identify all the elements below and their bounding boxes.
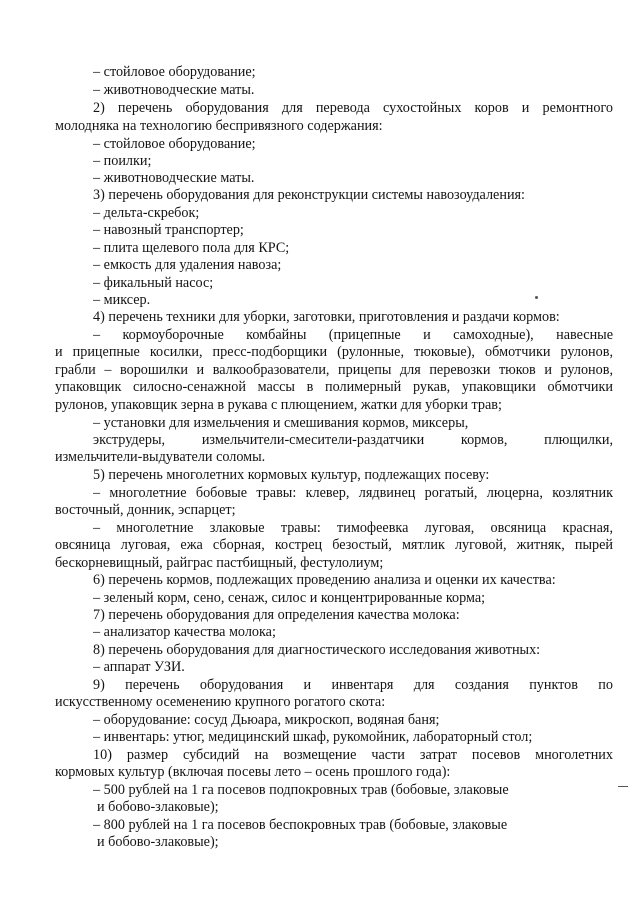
text-line: – 500 рублей на 1 га посевов подпокровных трав (бобовые, злаковые: [93, 782, 509, 798]
text-line: – плита щелевого пола для КРС;: [93, 240, 290, 256]
text-line: и бобово-злаковые);: [97, 799, 219, 815]
text-line: бескорневищный, райграс пастбищный, фестулолиум;: [55, 555, 384, 571]
text-line: – анализатор качества молока;: [93, 624, 276, 640]
text-line: – фикальный насос;: [93, 275, 214, 291]
text-line: 6) перечень кормов, подлежащих проведению анализа и оценки их качества:: [93, 572, 556, 588]
text-line: 7) перечень оборудования для определения качества молока:: [93, 607, 460, 623]
text-line: 9) перечень оборудования и инвентаря для создания пунктов по: [93, 677, 613, 693]
text-line: искусственному осеменению крупного рогатого скота:: [55, 694, 386, 710]
text-line: – емкость для удаления навоза;: [93, 257, 282, 273]
text-line: – 800 рублей на 1 га посевов беспокровных трав (бобовые, злаковые: [93, 817, 508, 833]
text-line: 2) перечень оборудования для перевода сухостойных коров и ремонтного: [93, 100, 613, 116]
text-line: – кормоуборочные комбайны (прицепные и самоходные), навесные: [93, 327, 613, 343]
text-line: овсяница луговая, ежа сборная, кострец безостый, мятлик луговой, житняк, пырей: [55, 537, 613, 553]
text-line: – миксер.: [93, 292, 151, 308]
text-line: – зеленый корм, сено, сенаж, силос и концентрированные корма;: [93, 590, 486, 606]
text-line: измельчители-выдуватели соломы.: [55, 449, 266, 465]
text-line: и бобово-злаковые);: [97, 834, 219, 850]
text-line: – дельта-скребок;: [93, 205, 200, 221]
text-line: 4) перечень техники для уборки, заготовки, приготовления и раздачи кормов:: [93, 309, 560, 325]
text-line: – инвентарь: утюг, медицинский шкаф, рукомойник, лабораторный стол;: [93, 729, 533, 745]
text-line: молодняка на технологию беспривязного содержания:: [55, 118, 383, 134]
scan-mark: [618, 786, 628, 787]
text-line: 3) перечень оборудования для реконструкции системы навозоудаления:: [93, 187, 526, 203]
text-line: – навозный транспортер;: [93, 222, 244, 238]
text-line: – установки для измельчения и смешивания кормов, миксеры,: [93, 415, 469, 431]
text-line: – многолетние бобовые травы: клевер, лядвинец рогатый, люцерна, козлятник: [93, 485, 613, 501]
text-line: рулонов, упаковщик зерна в рукава с плющением, жатки для уборки трав;: [55, 397, 502, 413]
text-line: – оборудование: сосуд Дьюара, микроскоп, водяная баня;: [93, 712, 440, 728]
text-line: кормовых культур (включая посевы лето – осень прошлого года):: [55, 764, 451, 780]
text-line: – животноводческие маты.: [93, 82, 255, 98]
text-line: экструдеры, измельчители-смесители-раздатчики кормов, плющилки,: [93, 432, 613, 448]
text-line: 5) перечень многолетних кормовых культур, подлежащих посеву:: [93, 467, 490, 483]
text-line: 8) перечень оборудования для диагностического исследования животных:: [93, 642, 541, 658]
text-line: 10) размер субсидий на возмещение части затрат посевов многолетних: [93, 747, 613, 763]
text-line: – стойловое оборудование;: [93, 64, 256, 80]
text-line: и прицепные косилки, пресс-подборщики (рулонные, тюковые), обмотчики рулонов,: [55, 344, 613, 360]
text-line: восточный, донник, эспарцет;: [55, 502, 236, 518]
text-line: – аппарат УЗИ.: [93, 659, 185, 675]
scan-speck: [535, 296, 538, 299]
text-line: – поилки;: [93, 153, 152, 169]
text-line: упаковщик силосно-сенажной массы в полимерный рукав, упаковщики обмотчики: [55, 379, 613, 395]
text-line: – животноводческие маты.: [93, 170, 255, 186]
text-line: грабли – ворошилки и валкообразователи, прицепы для перевозки тюков и рулонов,: [55, 362, 613, 378]
text-line: – многолетние злаковые травы: тимофеевка луговая, овсяница красная,: [93, 520, 613, 536]
text-line: – стойловое оборудование;: [93, 136, 256, 152]
